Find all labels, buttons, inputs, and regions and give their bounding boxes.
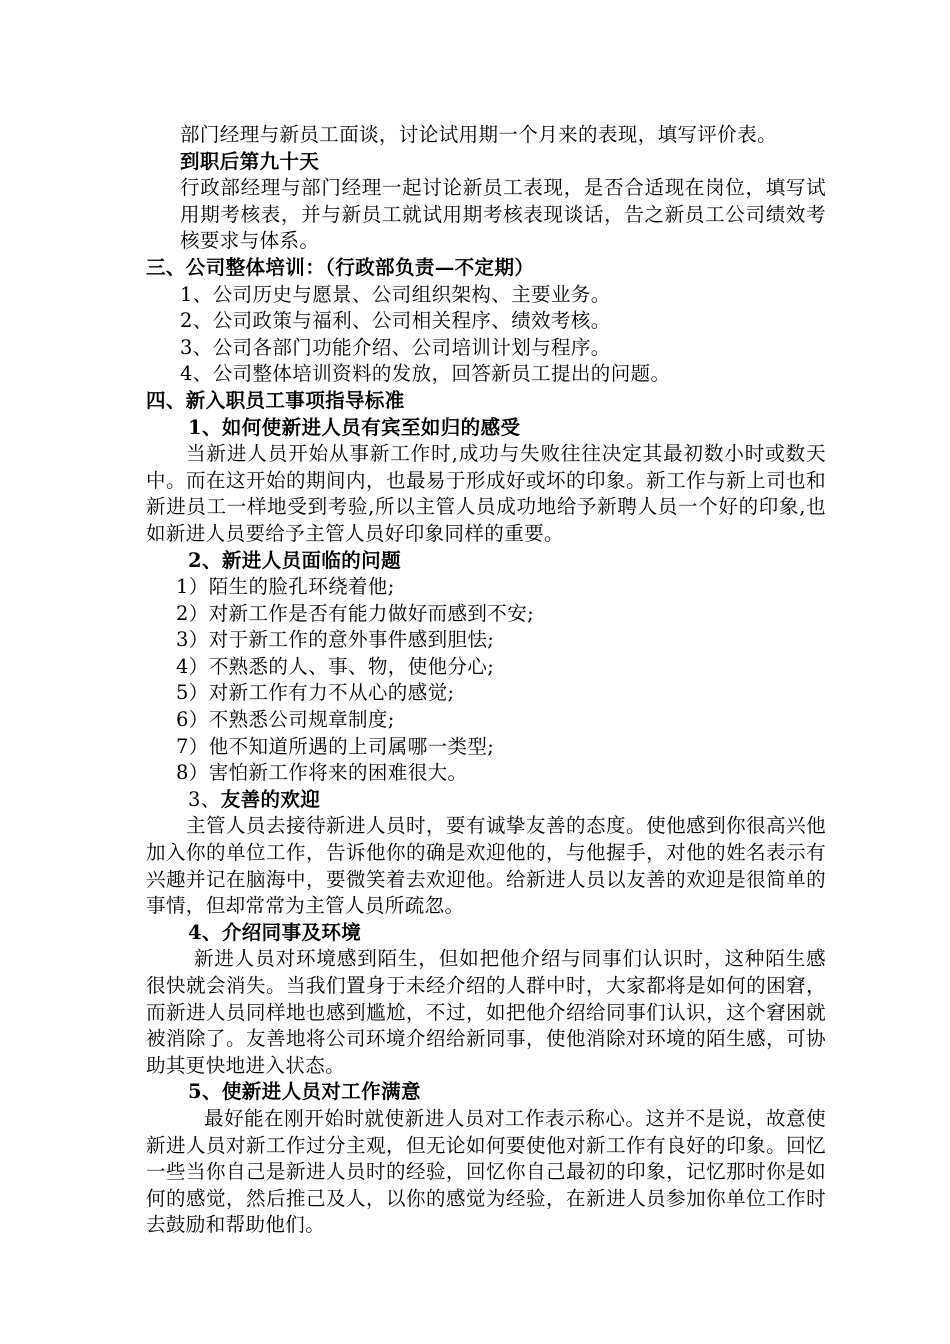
problem-item-7: 7）他不知道所遇的上司属哪一类型; [176, 734, 495, 758]
paragraph-day-90: 行政部经理与部门经理一起讨论新员工表现，是否合适现在岗位，填写试用期考核表，并与新员工就试用期考核表现谈话，告之新员工公司绩效考核要求与体系。 [180, 176, 826, 253]
section-3-item-2: 2、公司政策与福利、公司相关程序、绩效考核。 [180, 309, 611, 333]
document-page [146, 122, 826, 1239]
subheading-4: 4、介绍同事及环境 [188, 920, 362, 944]
paragraph-4: 新进人员对环境感到陌生，但如把他介绍与同事们认识时，这种陌生感很快就会消失。当我们置身于未经介绍的人群中时，大家都将是如何的困窘，而新进人员同样地也感到尴尬，不过，如把他介绍给同事们认识，这个窘困就被消除了。友善地将公司环境介绍给新同事，使他消除对环境的陌生感，可协助其更快地进入状态。 [146, 947, 826, 1077]
problem-item-5: 5）对新工作有力不从心的感觉; [176, 681, 455, 705]
problem-item-1: 1）陌生的脸孔环绕着他; [176, 575, 395, 599]
problem-item-4: 4）不熟悉的人、事、物，使他分心; [176, 654, 495, 678]
problem-item-3: 3）对于新工作的意外事件感到胆怯; [176, 628, 495, 652]
paragraph-3: 主管人员去接待新进人员时，要有诚挚友善的态度。使他感到你很高兴他加入你的单位工作，告诉他你的确是欢迎他的，与他握手，对他的姓名表示有兴趣并记在脑海中，要微笑着去欢迎他。给新进人员以友善的欢迎是很简单的事情，但却常常为主管人员所疏忽。 [146, 814, 826, 918]
subheading-2: 2、新进人员面临的问题 [188, 548, 401, 572]
paragraph-monthly-review: 部门经理与新员工面谈，讨论试用期一个月来的表现，填写评价表。 [180, 123, 778, 146]
problem-item-8: 8）害怕新工作将来的困难很大。 [176, 761, 468, 785]
subheading-1: 1、如何使新进人员有宾至如归的感受 [188, 415, 521, 439]
problem-item-6: 6）不熟悉公司规章制度; [176, 708, 395, 732]
heading-day-90: 到职后第九十天 [180, 149, 320, 173]
subheading-5: 5、使新进人员对工作满意 [188, 1080, 421, 1104]
section-4-heading: 四、新入职员工事项指导标准 [146, 388, 405, 412]
section-3-item-4: 4、公司整体培训资料的发放，回答新员工提出的问题。 [180, 362, 671, 386]
section-3-item-1: 1、公司历史与愿景、公司组织架构、主要业务。 [180, 282, 611, 306]
problem-item-2: 2）对新工作是否有能力做好而感到不安; [176, 601, 535, 625]
subheading-3-text: 友善的欢迎 [220, 787, 321, 811]
section-3-item-3: 3、公司各部门功能介绍、公司培训计划与程序。 [180, 335, 611, 359]
paragraph-5: 最好能在刚开始时就使新进人员对工作表示称心。这并不是说，故意使新进人员对新工作过分主观，但无论如何要使他对新工作有良好的印象。回忆一些当你自己是新进人员时的经验，回忆你自己最初的印象，记忆那时你是如何的感觉，然后推己及人，以你的感觉为经验，在新进人员参加你单位工作时去鼓励和帮助他们。 [146, 1106, 826, 1237]
section-3-heading: 三、公司整体培训：（行政部负责—不定期） [146, 255, 535, 279]
subheading-3-number: 3、 [188, 787, 221, 811]
subheading-3 [146, 787, 826, 814]
paragraph-1: 当新进人员开始从事新工作时,成功与失败往往决定其最初数小时或数天中。而在这开始的期间内，也最易于形成好或坏的印象。新工作与新上司也和新进员工一样地受到考验,所以主管人员成功地给予新聘人员一个好的印象,也如新进人员要给予主管人员好印象同样的重要。 [146, 442, 826, 545]
